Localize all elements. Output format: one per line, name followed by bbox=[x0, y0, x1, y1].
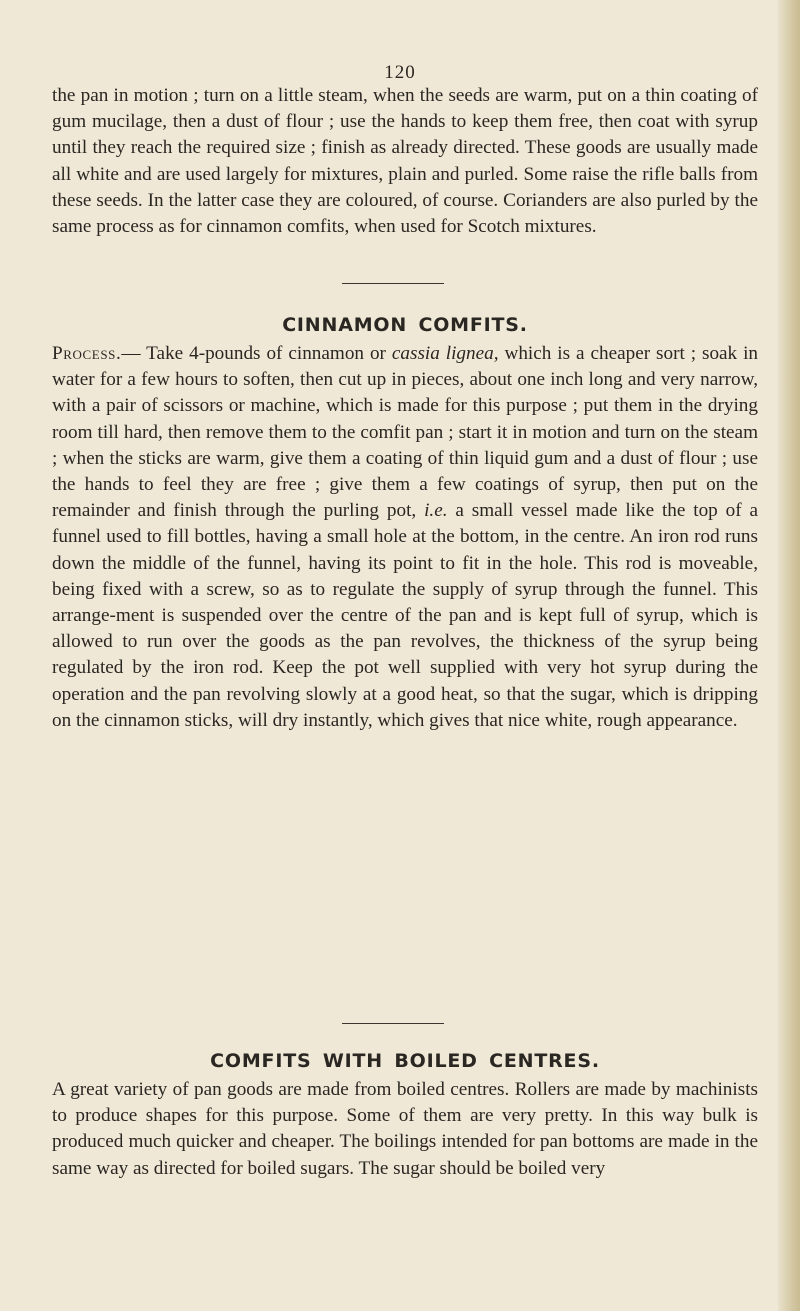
process-text-1: — Take 4-pounds of cinnamon or bbox=[121, 343, 386, 364]
section-divider bbox=[342, 283, 444, 284]
intro-paragraph: the pan in motion ; turn on a little steam, when the seeds are warm, put on a thin coating of gum mucilage, then a dust of flour ; use the hands to keep them free, then coat with syrup until they reach the required size ; finish as already directed. These goods are usually made all white and are used largely for mixtures, plain and purled. Some raise the rifle balls from these seeds. In the latter case they are coloured, of course. Corianders are also purled by the same process as for cinnamon comfits, when used for Scotch mixtures. bbox=[52, 85, 758, 238]
section-heading-boiled-centres: COMFITS WITH BOILED CENTRES. bbox=[210, 1050, 600, 1072]
page-number: 120 bbox=[384, 62, 416, 83]
boiled-centres-paragraph: A great variety of pan goods are made from boiled centres. Rollers are made by machinists to produce shapes for this purpose. Some of them are very pretty. In this way bulk is produced much quicker and cheaper. The boilings intended for pan bottoms are made in the same way as directed for boiled sugars. The sugar should be boiled very bbox=[52, 1079, 758, 1179]
section-heading-cinnamon-comfits: CINNAMON COMFITS. bbox=[282, 314, 528, 336]
cinnamon-process-paragraph bbox=[52, 341, 758, 734]
process-text-3: a small vessel made like the top of a funnel used to fill bottles, having a small hole at the bottom, in the centre. An iron rod runs down the middle of the funnel, having its point to fit in the hole. This rod is moveable, being fixed with a screw, so as to regulate the supply of syrup through the funnel. This arrange-ment is suspended over the centre of the pan and is kept full of syrup, which is allowed to run over the goods as the pan revolves, the thickness of the syrup being regulated by the iron rod. Keep the pot well supplied with very hot syrup during the operation and the pan revolving slowly at a good heat, so that the sugar, which is dripping on the cinnamon sticks, will dry instantly, which gives that nice white, rough appearance. bbox=[52, 500, 758, 731]
process-italic-cassia: cassia lignea, bbox=[391, 343, 499, 364]
process-lead: Process. bbox=[52, 343, 122, 364]
page-edge bbox=[778, 0, 800, 1311]
process-text-2: which is a cheaper sort ; soak in water for a few hours to soften, then cut up in pieces, about one inch long and very narrow, with a pair of scissors or machine, which is made for this purpose ; put them in the drying room till hard, then remove them to the comfit pan ; start it in motion and turn on the steam ; when the sticks are warm, give them a coating of thin liquid gum and a dust of flour ; use the hands to feel they are free ; give them a few coatings of syrup, then put on the remainder and finish through the purling pot, bbox=[52, 343, 759, 522]
process-italic-ie: i.e. bbox=[424, 500, 448, 522]
section-divider bbox=[342, 1023, 444, 1024]
